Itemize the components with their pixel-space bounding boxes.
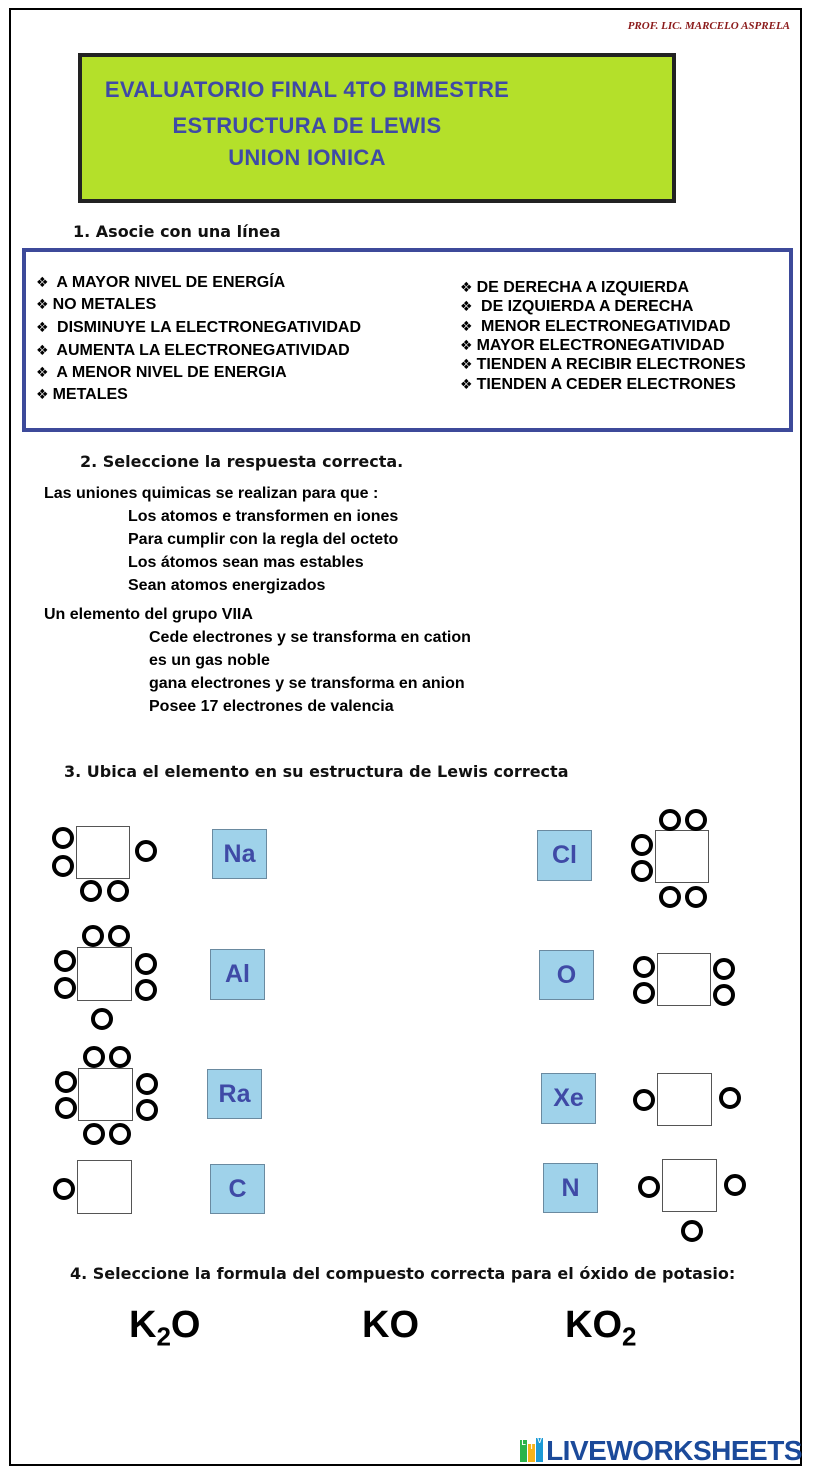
liveworksheets-mark-icon: L I V [520,1438,544,1464]
bullet-icon: ❖ [36,296,49,312]
electron-dot [631,834,653,856]
electron-dot [681,1220,703,1242]
q4-heading: 4. Seleccione la formula del compuesto correcta para el óxido de potasio: [70,1264,736,1283]
electron-dot [633,1089,655,1111]
bullet-icon: ❖ [36,364,49,380]
electron-dot [685,886,707,908]
bullet-icon: ❖ [460,298,473,314]
liveworksheets-wordmark: LIVEWORKSHEETS [546,1435,802,1466]
bullet-icon: ❖ [36,342,49,358]
formula-option-k2o[interactable]: $K_2O$ [129,1304,201,1352]
electron-dot [659,886,681,908]
q1-left-item[interactable]: ❖ NO METALES [36,296,157,313]
bullet-icon: ❖ [460,337,473,353]
element-symbol-tile[interactable]: Ra [207,1069,262,1119]
electron-dot [53,1178,75,1200]
electron-dot [54,950,76,972]
electron-dot [135,840,157,862]
lewis-box-drop-target[interactable] [657,953,711,1006]
element-symbol-tile[interactable]: Al [210,949,265,1000]
lewis-box-drop-target[interactable] [77,947,132,1001]
lewis-box-drop-target[interactable] [76,826,130,879]
electron-dot [685,809,707,831]
electron-dot [633,956,655,978]
electron-dot [724,1174,746,1196]
electron-dot [52,827,74,849]
electron-dot [136,1099,158,1121]
electron-dot [135,953,157,975]
electron-dot [638,1176,660,1198]
title-line-1: EVALUATORIO FINAL 4TO BIMESTRE [104,77,510,102]
electron-dot [109,1046,131,1068]
electron-dot [109,1123,131,1145]
q2-question-1: Las uniones quimicas se realizan para que : [44,485,379,502]
q1-right-item[interactable]: ❖ TIENDEN A RECIBIR ELECTRONES [460,356,746,373]
lewis-box-drop-target[interactable] [655,830,709,883]
q2-heading: 2. Seleccione la respuesta correcta. [80,452,404,471]
q2-option[interactable]: Los atomos e transformen en iones [128,508,399,525]
electron-dot [83,1046,105,1068]
q1-left-item[interactable]: ❖ A MAYOR NIVEL DE ENERGÍA [36,274,286,291]
lewis-box-drop-target[interactable] [77,1160,132,1214]
q1-left-item[interactable]: ❖ AUMENTA LA ELECTRONEGATIVIDAD [36,342,350,359]
bullet-icon: ❖ [36,274,49,290]
electron-dot [80,880,102,902]
electron-dot [55,1071,77,1093]
element-symbol-tile[interactable]: Na [212,829,267,879]
q1-right-item[interactable]: ❖ DE IZQUIERDA A DERECHA [460,298,694,315]
q2-option[interactable]: Los átomos sean mas estables [128,554,364,571]
q2-question-2: Un elemento del grupo VIIA [44,606,253,623]
element-symbol-tile[interactable]: N [543,1163,598,1213]
formula-option-ko2[interactable]: $KO_2$ [565,1304,637,1352]
lewis-box-drop-target[interactable] [78,1068,133,1121]
electron-dot [135,979,157,1001]
formula-option-ko[interactable]: KO [362,1304,419,1346]
q1-right-item[interactable]: ❖ MAYOR ELECTRONEGATIVIDAD [460,337,725,354]
author-credit: PROF. LIC. MARCELO ASPRELA [627,20,790,32]
q1-right-item[interactable]: ❖ TIENDEN A CEDER ELECTRONES [460,376,736,393]
q1-left-item[interactable]: ❖ A MENOR NIVEL DE ENERGIA [36,364,287,381]
bullet-icon: ❖ [460,279,473,295]
lewis-box-drop-target[interactable] [657,1073,712,1126]
element-symbol-tile[interactable]: O [539,950,594,1000]
electron-dot [107,880,129,902]
bullet-icon: ❖ [460,356,473,372]
q2-option[interactable]: Sean atomos energizados [128,577,326,594]
q2-option[interactable]: gana electrones y se transforma en anion [149,675,465,692]
electron-dot [631,860,653,882]
bullet-icon: ❖ [460,376,473,392]
electron-dot [719,1087,741,1109]
liveworksheets-logo [520,1436,802,1466]
title-line-3: UNION IONICA [228,145,386,170]
bullet-icon: ❖ [36,319,49,335]
title-line-2: ESTRUCTURA DE LEWIS [172,113,442,138]
lewis-box-drop-target[interactable] [662,1159,717,1212]
bullet-icon: ❖ [36,386,49,402]
q2-option[interactable]: es un gas noble [149,652,270,669]
q1-right-item[interactable]: ❖ DE DERECHA A IZQUIERDA [460,279,690,296]
q1-heading: 1. Asocie con una línea [73,222,281,241]
electron-dot [713,958,735,980]
electron-dot [55,1097,77,1119]
electron-dot [83,1123,105,1145]
title-banner [78,53,676,203]
q1-right-item[interactable]: ❖ MENOR ELECTRONEGATIVIDAD [460,318,731,335]
q2-option[interactable]: Posee 17 electrones de valencia [149,698,394,715]
q2-option[interactable]: Cede electrones y se transforma en cation [149,629,471,646]
electron-dot [52,855,74,877]
electron-dot [91,1008,113,1030]
electron-dot [108,925,130,947]
q1-left-item[interactable]: ❖ METALES [36,386,128,403]
q2-option[interactable]: Para cumplir con la regla del octeto [128,531,399,548]
q3-heading: 3. Ubica el elemento en su estructura de Lewis correcta [64,762,569,781]
element-symbol-tile[interactable]: Xe [541,1073,596,1124]
element-symbol-tile[interactable]: C [210,1164,265,1214]
electron-dot [82,925,104,947]
element-symbol-tile[interactable]: Cl [537,830,592,881]
bullet-icon: ❖ [460,318,473,334]
electron-dot [136,1073,158,1095]
electron-dot [54,977,76,999]
q1-left-item[interactable]: ❖ DISMINUYE LA ELECTRONEGATIVIDAD [36,319,362,336]
electron-dot [659,809,681,831]
electron-dot [713,984,735,1006]
electron-dot [633,982,655,1004]
